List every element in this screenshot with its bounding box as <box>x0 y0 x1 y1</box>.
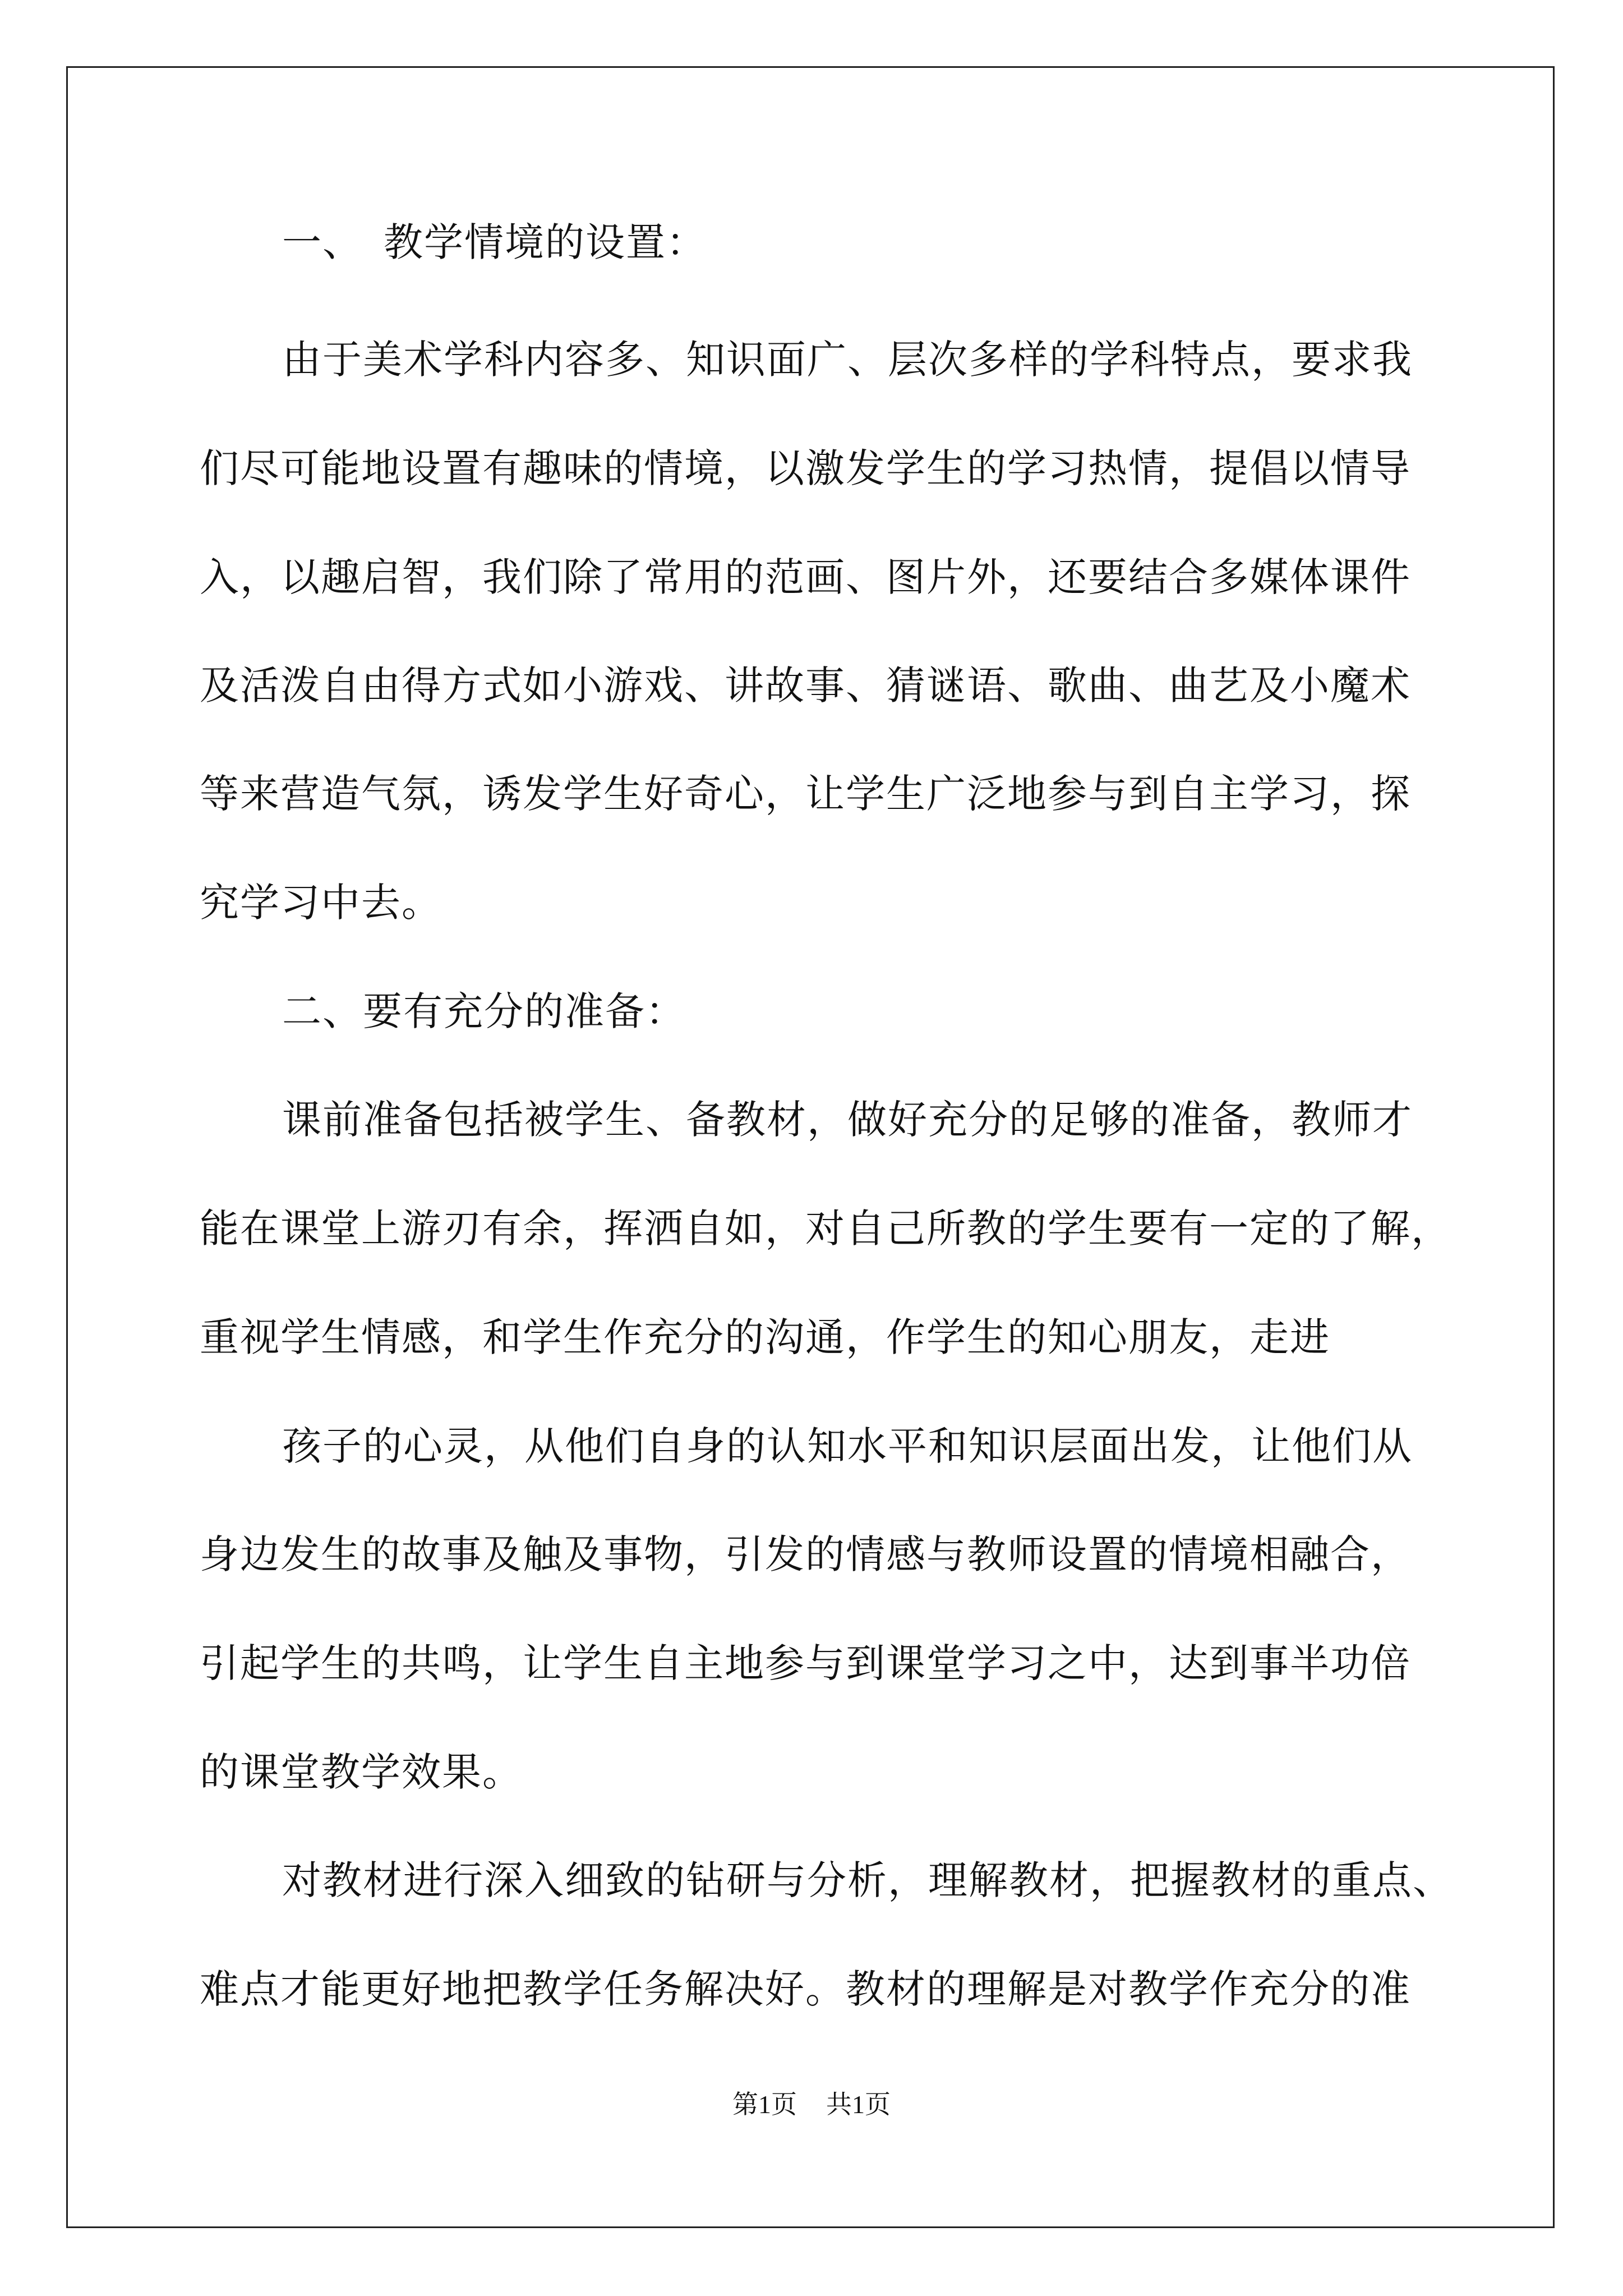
paragraph-line: 孩子的心灵，从他们自身的认知水平和知识层面出发，让他们从 <box>282 1423 1413 1469</box>
page-number: 第1页 <box>732 2090 797 2119</box>
section-heading-2: 二、要有充分的准备： <box>282 988 686 1034</box>
paragraph-line: 由于美术学科内容多、知识面广、层次多样的学科特点，要求我 <box>282 337 1413 383</box>
paragraph-line: 课前准备包括被学生、备教材，做好充分的足够的准备，教师才 <box>282 1097 1413 1143</box>
page-footer <box>0 2088 1623 2122</box>
paragraph-line: 难点才能更好地把教学任务解决好。教材的理解是对教学作充分的准 <box>200 1966 1411 2012</box>
paragraph-line: 究学习中去。 <box>200 880 442 926</box>
section-heading-1: 一、 教学情境的设置： <box>282 219 707 265</box>
paragraph-line: 能在课堂上游刃有余，挥洒自如，对自己所教的学生要有一定的了解， <box>200 1205 1451 1251</box>
paragraph-line: 等来营造气氛，诱发学生好奇心，让学生广泛地参与到自主学习，探 <box>200 771 1411 817</box>
paragraph-line: 引起学生的共鸣，让学生自主地参与到课堂学习之中，达到事半功倍 <box>200 1640 1411 1686</box>
page-total: 共1页 <box>826 2090 891 2119</box>
paragraph-line: 的课堂教学效果。 <box>200 1749 523 1795</box>
paragraph-line: 们尽可能地设置有趣味的情境，以激发学生的学习热情，提倡以情导 <box>200 445 1411 491</box>
paragraph-line: 重视学生情感，和学生作充分的沟通，作学生的知心朋友，走进 <box>200 1314 1330 1360</box>
paragraph-line: 及活泼自由得方式如小游戏、讲故事、猜谜语、歌曲、曲艺及小魔术 <box>200 662 1411 708</box>
paragraph-line: 入，以趣启智，我们除了常用的范画、图片外，还要结合多媒体课件 <box>200 554 1411 600</box>
paragraph-line: 身边发生的故事及触及事物，引发的情感与教师设置的情境相融合， <box>200 1531 1411 1577</box>
paragraph-line: 对教材进行深入细致的钻研与分析，理解教材，把握教材的重点、 <box>282 1857 1453 1903</box>
